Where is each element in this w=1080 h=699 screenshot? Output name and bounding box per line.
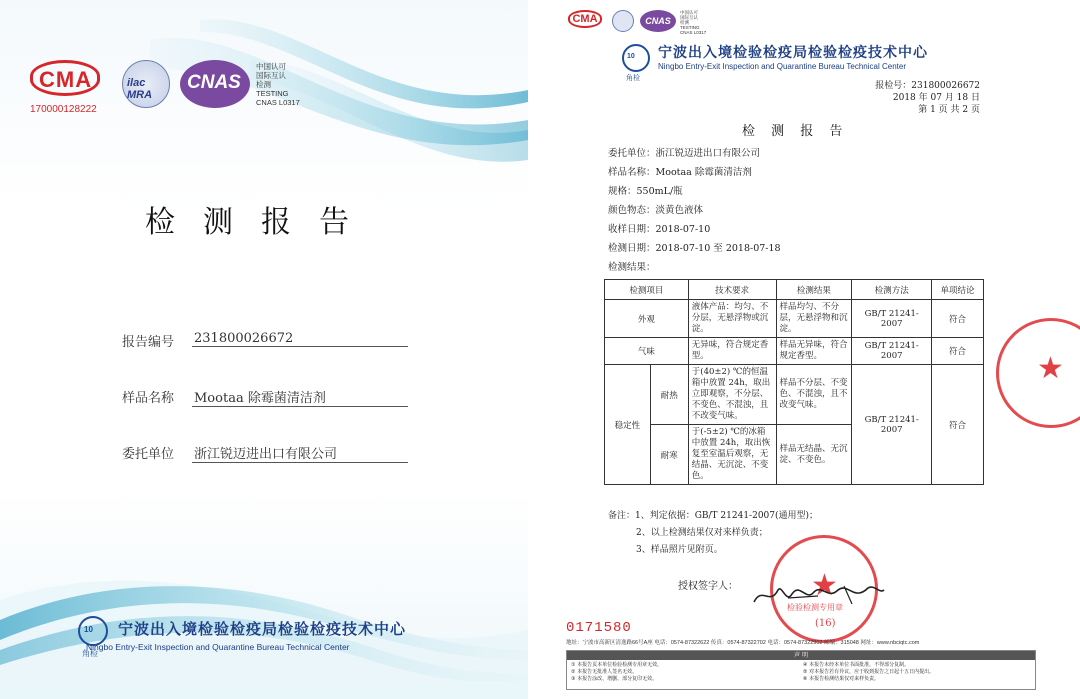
field-value: 浙江锐迈进出口有限公司 <box>192 443 408 463</box>
seal-caption: 角检 <box>82 649 98 658</box>
institution-seal-icon <box>622 44 650 72</box>
inspection-stamp-icon <box>996 318 1080 428</box>
field-label: 样品名称 <box>122 391 175 406</box>
ilac-mra-logo <box>612 10 634 32</box>
cell-conclusion: 符合 <box>932 338 984 365</box>
serial-number: 0171580 <box>566 620 632 636</box>
cell-method: GB/T 21241-2007 <box>852 338 932 365</box>
field-label: 委托单位 <box>122 447 175 462</box>
page-count: 第 1 页 共 2 页 <box>918 105 980 115</box>
remark-2: 2、以上检测结果仅对来样负责； <box>636 528 768 538</box>
handwritten-signature <box>748 580 888 610</box>
institution-name-en: Ningbo Entry-Exit Inspection and Quarantine Bureau Technical Center <box>658 62 906 71</box>
star-icon: ★ <box>1037 351 1064 386</box>
info-results-label: 检测结果： <box>608 262 656 273</box>
report-meta <box>875 80 980 116</box>
accreditation-logos <box>30 58 330 118</box>
info-client: 委托单位：浙江锐迈进出口有限公司 <box>608 148 761 159</box>
results-table <box>604 279 984 485</box>
seal-text: 10 <box>627 53 635 60</box>
table-row <box>605 338 984 365</box>
remark-3: 3、样品照片见附页。 <box>636 545 723 555</box>
page-gap <box>528 0 548 699</box>
cell-conclusion: 符合 <box>932 365 984 485</box>
cell-requirement: 于(40±2) ℃的恒温箱中放置 24h，取出立即观察，不分层、不变色、不混浊，且不改变气味。 <box>688 365 776 425</box>
statement-right: ④ 本报告未经本单位书面批准，不得部分复制。 ⑤ 对本报告若有异议，应于收到报告之日起十五日内提出。 ⑥ 本报告检测结果仅对来样负责。 <box>803 662 935 682</box>
institution-name-en: Ningbo Entry-Exit Inspection and Quarantine Bureau Technical Center <box>86 642 350 652</box>
header-item: 检测项目 <box>605 280 689 300</box>
info-color-state: 颜色物态：淡黄色液体 <box>608 205 704 216</box>
field-label: 报告编号 <box>122 335 175 350</box>
field-value: Mootaa 除霉菌清洁剂 <box>192 387 408 407</box>
cell-conclusion: 符合 <box>932 300 984 338</box>
stamp-number: (16) <box>815 618 836 629</box>
sample-info <box>608 145 781 278</box>
statement-box <box>566 650 1036 690</box>
report-title: 检 测 报 告 <box>742 124 849 139</box>
statement-body <box>567 660 1035 682</box>
cell-item: 外观 <box>605 300 689 338</box>
remark-1: 备注：1、判定依据：GB/T 21241-2007(通用型)； <box>608 511 819 521</box>
ilac-mra-logo <box>122 60 170 108</box>
cover-title: 检测报告 <box>145 205 377 240</box>
cell-item: 稳定性 <box>605 365 651 485</box>
seal-text: 10 <box>84 625 93 634</box>
client-field <box>122 443 412 463</box>
cell-result: 样品均匀、不分层，无悬浮物和沉淀。 <box>776 300 852 338</box>
institution-name-cn: 宁波出入境检验检疫局检验检疫技术中心 <box>118 620 407 638</box>
cma-logo: CMA <box>568 10 602 28</box>
authorized-signer-label: 授权签字人： <box>678 581 738 592</box>
cell-requirement: 液体产品：均匀、不分层，无悬浮物或沉淀。 <box>688 300 776 338</box>
info-receive-date: 收样日期：2018-07-10 <box>608 224 711 235</box>
cell-requirement: 无异味，符合规定香型。 <box>688 338 776 365</box>
field-value: 231800026672 <box>192 331 408 347</box>
cell-item: 气味 <box>605 338 689 365</box>
table-header-row <box>605 280 984 300</box>
cma-logo <box>30 60 100 96</box>
cell-method: GB/T 21241-2007 <box>852 365 932 485</box>
cell-result: 样品不分层、不变色、不混浊，且不改变气味。 <box>776 365 852 425</box>
cma-number: 170000128222 <box>30 104 97 115</box>
cell-subitem: 耐热 <box>650 365 688 425</box>
cell-result: 样品无异味，符合规定香型。 <box>776 338 852 365</box>
report-page <box>548 0 1080 699</box>
info-sample-name: 样品名称：Mootaa 除霉菌清洁剂 <box>608 167 752 178</box>
header-result: 检测结果 <box>776 280 852 300</box>
header-method: 检测方法 <box>852 280 932 300</box>
info-spec: 规格：550mL/瓶 <box>608 186 683 197</box>
cell-result: 样品无结晶、无沉淀、不变色。 <box>776 425 852 485</box>
cell-requirement: 于(-5±2) ℃的冰箱中放置 24h，取出恢复至室温后观察，无结晶、无沉淀、不变色。 <box>688 425 776 485</box>
statement-heading: 声 明 <box>567 651 1035 660</box>
table-row <box>605 365 984 425</box>
report-logos <box>568 10 748 34</box>
cover-page <box>0 0 528 699</box>
report-date: 2018 年 07 月 18 日 <box>892 93 980 103</box>
cnas-note: 中国认可 国际互认 检测 TESTING CNAS L0317 <box>680 10 707 35</box>
cma-logo-text: CMA <box>39 67 93 92</box>
contact-line: 地址：宁波市高新区清逸路66号A座 电话：0574-87322622 传真：0574-87322702 电话：0574-87322902 邮编：315048 网址：www.nbciqtc.com <box>566 640 920 646</box>
cnas-logo <box>180 60 250 108</box>
cnas-logo-text: CNAS <box>187 72 241 93</box>
stamp-text: 检验检测专用章 <box>787 603 843 612</box>
seal-caption: 角检 <box>626 74 640 82</box>
sample-name-field <box>122 387 412 407</box>
cnas-note: 中国认可 国际互认 检测 TESTING CNAS L0317 <box>256 62 300 107</box>
header-conclusion: 单项结论 <box>932 280 984 300</box>
table-row <box>605 300 984 338</box>
statement-left: ① 本报告页本单位检验检测专用章无效。 ② 本报告无批准人签名无效。 ③ 本报告涂改、增删、部分复印无效。 <box>571 662 663 682</box>
cover-footer <box>78 614 478 664</box>
ilac-logo-text: ilac MRA <box>127 77 153 101</box>
header-requirement: 技术要求 <box>688 280 776 300</box>
info-test-date: 检测日期：2018-07-10 至 2018-07-18 <box>608 243 781 254</box>
report-number-field <box>122 331 412 351</box>
cnas-logo: CNAS <box>640 10 676 32</box>
report-number: 报检号：231800026672 <box>875 81 980 91</box>
star-icon: ★ <box>811 568 838 603</box>
cell-subitem: 耐寒 <box>650 425 688 485</box>
report-header <box>622 42 1042 82</box>
cell-method: GB/T 21241-2007 <box>852 300 932 338</box>
institution-name-cn: 宁波出入境检验检疫局检验检疫技术中心 <box>658 45 928 61</box>
